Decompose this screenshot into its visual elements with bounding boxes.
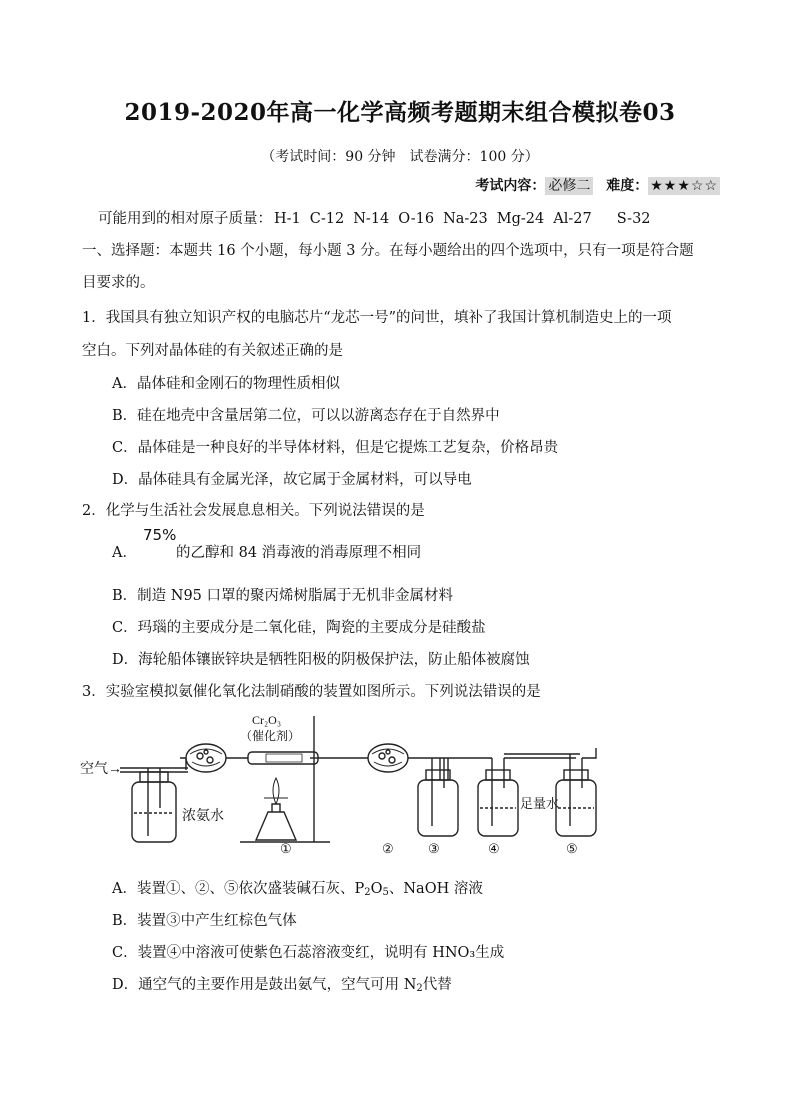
q2-option-a-label: A． [112,545,137,561]
q3-stem: 3．实验室模拟氨催化氧化法制硝酸的装置如图所示。下列说法错误的是 [82,684,541,700]
label-1: ① [280,841,292,856]
difficulty-stars: ★★★☆☆ [650,178,718,194]
exam-meta [475,175,720,195]
drying-tube-2 [350,744,440,772]
difficulty-label: 难度： [606,178,649,194]
bottle-5 [556,748,596,836]
page-title: 2019-2020年高一化学高频考题期末组合模拟卷03 [124,99,676,126]
catalyst-tube [232,752,350,764]
q3-option-d [112,973,452,994]
catalyst-note: （催化剂） [240,729,301,743]
masses-prefix: 可能用到的相对原子质量： [98,211,272,227]
q2-stem: 2．化学与生活社会发展息息相关。下列说法错误的是 [82,503,425,519]
mass-item: Mg-24 [496,211,545,227]
q1-option-c: C．晶体硅是一种良好的半导体材料，但是它提炼工艺复杂，价格昂贵 [112,440,559,456]
mass-item: N-14 [353,211,390,227]
q1-option-b: B．硅在地壳中含量居第二位，可以以游离态存在于自然界中 [112,408,500,424]
label-4: ④ [488,841,500,856]
air-label: 空气→ [80,762,122,777]
q1-option-a: A．晶体硅和金刚石的物理性质相似 [112,376,340,392]
q3-option-a-text: O [370,881,383,897]
mass-item: S-32 [616,211,651,227]
section-heading-cont: 目要求的。 [82,275,155,291]
q3-option-c: C．装置④中溶液可使紫色石蕊溶液变红，说明有 HNO₃生成 [112,945,505,961]
alcohol-lamp [256,778,296,840]
apparatus-figure [80,708,620,858]
content-label: 考试内容： [475,178,546,194]
bottle-4 [478,754,580,836]
atomic-masses [98,207,660,228]
q1-stem-cont: 空白。下列对晶体硅的有关叙述正确的是 [82,343,343,359]
q2-option-c: C．玛瑙的主要成分是二氧化硅，陶瓷的主要成分是硅酸盐 [112,620,486,636]
mass-item: Al-27 [553,211,592,227]
mass-item: C-12 [309,211,345,227]
subscript: 5 [382,887,389,898]
wash-bottle-1 [132,768,176,842]
mass-item: H-1 [274,211,301,227]
q3-option-d-text: 代替 [422,977,452,993]
q3-option-a-text: 、NaOH 溶液 [388,881,483,897]
q3-option-a [112,877,483,898]
q3-option-a-text: A．装置①、②、⑤依次盛装碱石灰、P [112,881,365,897]
bottle-3 [418,758,492,836]
subscript: 2 [416,983,423,994]
q2-option-a-percent: 75% [143,526,177,544]
mass-item: Na-23 [443,211,488,227]
q1-stem: 1．我国具有独立知识产权的电脑芯片“龙芯一号”的问世，填补了我国计算机制造史上的一项 [82,310,672,326]
catalyst-formula: Cr₂O₃ [252,713,282,727]
q3-option-b: B．装置③中产生红棕色气体 [112,913,297,929]
q1-option-d: D．晶体硅具有金属光泽，故它属于金属材料，可以导电 [112,472,472,488]
label-5: ⑤ [566,841,578,856]
water-label: 足量水 [520,796,560,811]
q2-option-b: B．制造 N95 口罩的聚丙烯树脂属于无机非金属材料 [112,588,454,604]
q2-option-a-text: 的乙醇和 84 消毒液的消毒原理不相同 [176,545,422,561]
content-value: 必修二 [545,177,593,195]
exam-subtitle: （考试时间：90 分钟 试卷满分：100 分） [261,149,539,165]
label-3: ③ [428,841,440,856]
mass-item: O-16 [398,211,435,227]
section-heading: 一、选择题：本题共 16 个小题，每小题 3 分。在每小题给出的四个选项中，只有一项是符合题 [82,243,694,259]
subscript: 2 [364,887,371,898]
label-2: ② [382,841,394,856]
q2-option-d: D．海轮船体镶嵌锌块是牺牲阳极的阴极保护法，防止船体被腐蚀 [112,652,530,668]
ammonia-label: 浓氨水 [182,809,224,824]
q3-option-d-text: D．通空气的主要作用是鼓出氨气，空气可用 N [112,977,417,993]
